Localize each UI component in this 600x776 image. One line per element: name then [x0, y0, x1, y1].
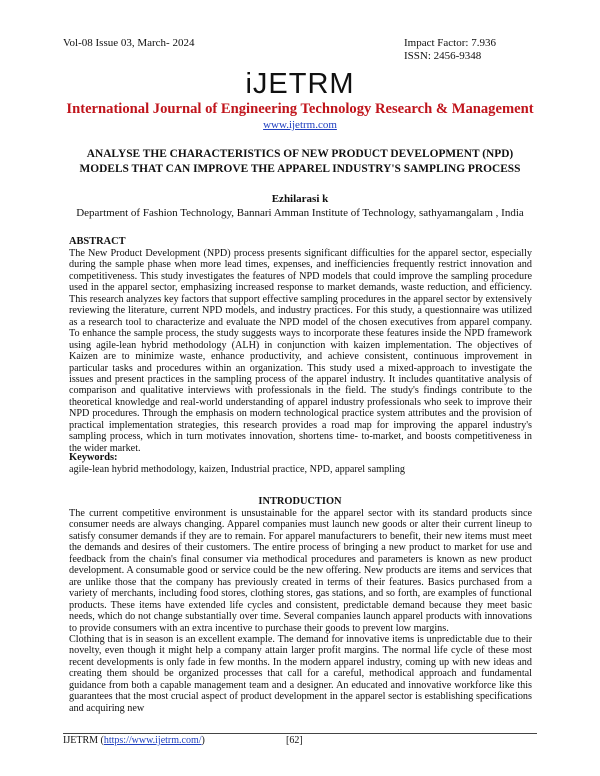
footer-divider	[63, 733, 537, 734]
logo-prefix: i	[245, 68, 253, 100]
impact-factor: Impact Factor: 7.936	[404, 37, 496, 49]
issn: ISSN: 2456-9348	[404, 50, 482, 62]
keywords-text: agile-lean hybrid methodology, kaizen, Industrial practice, NPD, apparel sampling	[69, 464, 405, 475]
volume-issue: Vol-08 Issue 03, March- 2024	[63, 37, 195, 49]
footer-citation	[63, 735, 205, 746]
title-line-2: MODELS THAT CAN IMPROVE THE APPAREL INDUSTRY'S SAMPLING PROCESS	[79, 163, 521, 175]
footer-link[interactable]: https://www.ijetrm.com/	[103, 735, 202, 746]
page-number: [62]	[286, 735, 303, 746]
keywords-heading: Keywords:	[69, 452, 118, 463]
title-line-1: ANALYSE THE CHARACTERISTICS OF NEW PRODUCT DEVELOPMENT (NPD)	[86, 148, 514, 160]
footer-prefix: IJETRM (	[63, 735, 104, 746]
paper-title	[40, 147, 560, 177]
introduction-heading: INTRODUCTION	[258, 496, 342, 507]
journal-url-link[interactable]: www.ijetrm.com	[263, 119, 337, 131]
abstract-heading: ABSTRACT	[69, 236, 126, 247]
journal-logo	[0, 68, 600, 101]
author-affiliation: Department of Fashion Technology, Bannari Amman Institute of Technology, sathyamangalam , India	[76, 207, 524, 219]
author-name: Ezhilarasi k	[271, 193, 329, 205]
journal-metrics	[404, 37, 496, 63]
abstract-text: The New Product Development (NPD) process presents significant difficulties for the apparel sector, especially during the sample phase when more lead times, expenses, and inefficiencies frequently restrict innovation and competitiveness. This study investigates the features of NPD models that could improve the sampling procedure used in the apparel sector, emphasizing increased response to market demands, waste reduction, and efficiency. This research analyzes key factors that support effective sampling procedures in the apparel sector by extensively reviewing the literature, current NPD models, and industry practices. For this study, a questionnaire was utilized as a research tool to characterize and evaluate the NPD model of the chosen executives from apparel company. To enhance the sample process, the study suggests ways to incorporate these features inside the NPD framework using agile-lean hybrid methodology (ALH) in conjunction with kaizen implementation. The objectives of Kaizen are to minimize waste, enhance productivity, and achieve consistent, continuous improvement in particular tasks and procedures within an organization. This study used a mixed-approach to investigate the issues and present practices in the sampling process of the apparel industry. It includes quantitative analysis of comparison and qualitative interviews with professionals in the field. The study's findings contribute to the theoretical knowledge and real-world understanding of apparel industry professionals who seek to improve their NPD procedures. Through the emphasis on modern technological practice system attributes and the provision of practical implementation strategies, this research provides a road map for improving the apparel industry's sampling process, which in turn motivates innovation, shortens time- to-market, and boosts competitiveness in the wider market.	[69, 248, 532, 454]
logo-text: JETRM	[252, 68, 355, 100]
introduction-paragraph-2: Clothing that is in season is an excellent example. The demand for innovative items is unpredictable due to their novelty, even though it might help a company attain larger profit margins. The normal life cycle of these most recent developments is only fade in few months. In the modern apparel industry, coming up with new ideas and creating them should be organized processes that call for a careful, methodical approach and fundamental guidance from both a capable management team and a designer. An educated and innovative workforce like this guarantees that the most crucial aspect of product development in the apparel sector is establishing specifications and acquiring new	[69, 633, 532, 714]
introduction-paragraph-1: The current competitive environment is unsustainable for the apparel sector with its standard products since consumer needs are always changing. Apparel companies must launch new goods or alter their current lineup to satisfy consumer demands if they are to remain. For apparel manufacturers to benefit, their new items must meet the demands and desires of their customers. The entire process of bringing a new product to market for use and feedback from the chain's final consumer via methodical procedures and parameters is known as new product development. A consumable good or service could be the new offering. New products are items and services that are unlike those that the company has previously created in terms of their features. Basics purchased from a variety of merchants, including food stores, clothing stores, gas stations, and so forth, are examples of functional products. These items have extended life cycles and consistent, predictable demand because they meet basic needs, which do not change substantially over time. Several companies launch apparel products with innovations to provide consumers with an extra incentive to purchase their goods to prevent low margins.	[69, 508, 532, 634]
footer-suffix: )	[201, 735, 205, 746]
introduction-body	[69, 508, 532, 714]
journal-name: International Journal of Engineering Technology Research & Management	[66, 101, 534, 117]
